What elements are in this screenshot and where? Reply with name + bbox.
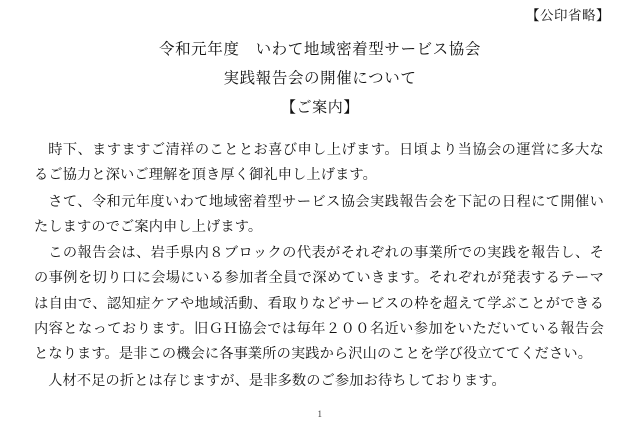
body-paragraph-4: 人材不足の折とは存じますが、是非多数のご参加お待ちしております。 xyxy=(48,372,506,389)
document-title-block xyxy=(28,36,612,122)
page-number: 1 xyxy=(317,409,323,419)
document-body xyxy=(28,138,612,394)
body-paragraph-3: この報告会は、岩手県内８ブロックの代表がそれぞれの事業所での実践を報告し、その事例を切り口に会場にいる参加者全員で深めていきます。それぞれが発表するテーマは自由で、認知症ケアや地域活動、看取りなどサービスの枠を超えて学ぶことができる内容となっております。旧ＧＨ協会では毎年２００名近い参加をいただいている報告会となります。是非この機会に各事業所の実践から沢山のことを学び役立ててください。 xyxy=(34,245,604,363)
document-title-line-1: 令和元年度 いわて地域密着型サービス協会 xyxy=(158,41,481,59)
body-paragraph-1: 時下、ますますご清祥のこととお喜び申し上げます。日頃より当協会の運営に多大なるご協力と深いご理解を頂き厚く御礼申し上げます。 xyxy=(34,142,604,184)
seal-omitted-note: 【公印省略】 xyxy=(526,8,610,23)
document-title-line-3: 【ご案内】 xyxy=(280,99,359,116)
body-paragraph-2: さて、令和元年度いわて地域密着型サービス協会実践報告会を下記の日程にて開催いたしますのでご案内申し上げます。 xyxy=(34,193,604,235)
document-title-line-2: 実践報告会の開催について xyxy=(223,69,417,87)
